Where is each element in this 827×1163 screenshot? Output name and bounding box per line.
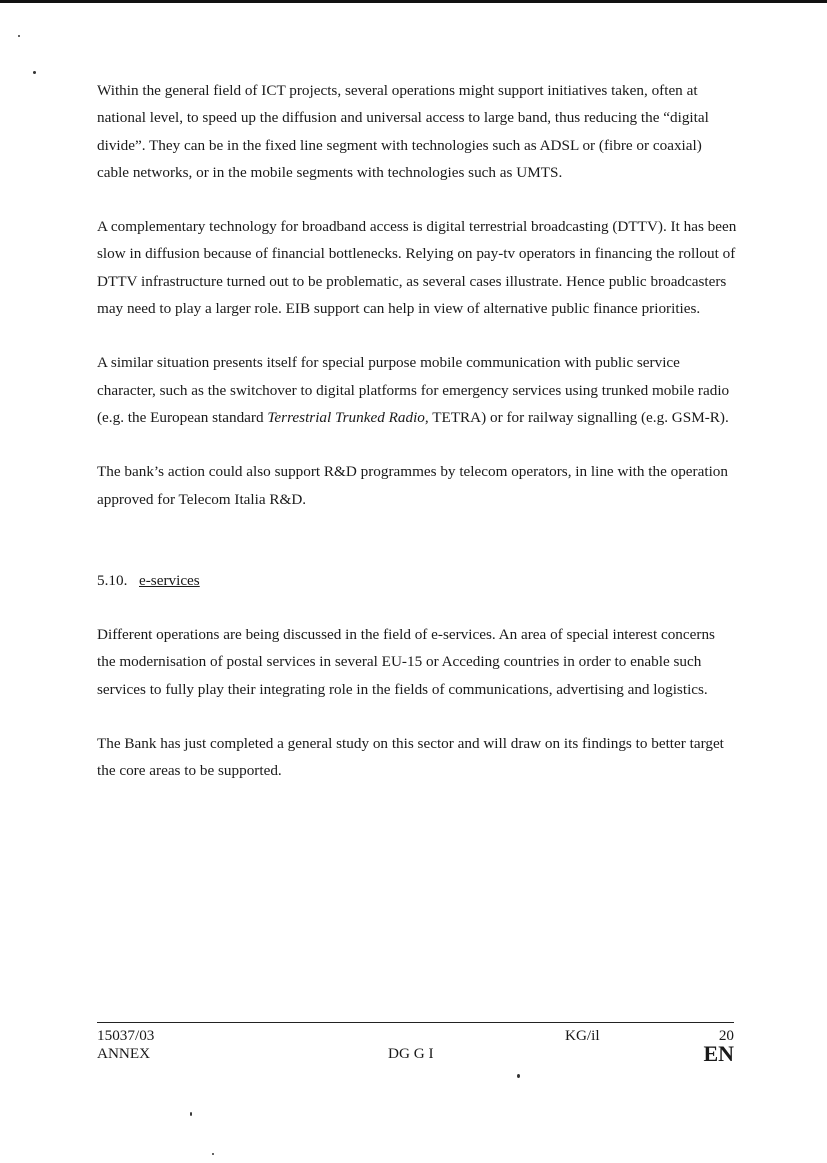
scan-speck <box>212 1153 214 1155</box>
paragraph-text: A similar situation presents itself for special purpose mobile communication with public service character, such as the switchover to digital platforms for emergency services using trunked mobile radio (e.g. the European standard <box>97 354 730 426</box>
scan-speck <box>517 1074 520 1078</box>
section-heading <box>97 567 737 594</box>
italic-term: Terrestrial Trunked Radio <box>267 408 425 426</box>
paragraph-mobile-communication <box>97 349 737 431</box>
paragraph-rnd: The bank’s action could also support R&D programmes by telecom operators, in line with the operation approved for Telecom Italia R&D. <box>97 463 728 508</box>
footer-annex: ANNEX <box>97 1045 151 1062</box>
scan-speck <box>18 35 20 37</box>
footer-dg: DG G I <box>388 1045 434 1062</box>
top-rule <box>0 0 827 3</box>
document-body <box>97 77 737 785</box>
section-title: e-services <box>139 571 200 589</box>
paragraph-e-services: Different operations are being discussed in the field of e-services. An area of special interest concerns the modernisation of postal services in several EU-15 or Acceding countries in order to enable such services to fully play their integrating role in the fields of communications, advertising and logistics. <box>97 626 715 698</box>
paragraph-bank-study: The Bank has just completed a general study on this sector and will draw on its findings to better target the core areas to be supported. <box>97 735 724 780</box>
paragraph-text: , TETRA) or for railway signalling (e.g. GSM-R). <box>424 408 729 426</box>
paragraph-dttv: A complementary technology for broadband access is digital terrestrial broadcasting (DTTV). It has been slow in diffusion because of financial bottlenecks. Relying on pay-tv operators in financing the rollout of DTTV infrastructure turned out to be problematic, as several cases illustrate. Hence public broadcasters may need to play a larger role. EIB support can help in view of alternative public finance priorities. <box>97 218 737 318</box>
footer-page-number: 20 <box>718 1027 734 1044</box>
footer-ref: KG/il <box>565 1027 600 1044</box>
scan-speck <box>190 1112 192 1116</box>
section-number: 5.10. <box>97 571 128 589</box>
footer-language: EN <box>703 1041 734 1066</box>
footer-doc-number: 15037/03 <box>97 1027 155 1044</box>
paragraph-ict: Within the general field of ICT projects, several operations might support initiatives taken, often at national level, to speed up the diffusion and universal access to large band, thus reducing the “digital divide”. They can be in the fixed line segment with technologies such as ADSL or (fibre or coaxial) cable networks, or in the mobile segments with technologies such as UMTS. <box>97 82 709 181</box>
footer-rule <box>97 1022 734 1023</box>
scan-speck <box>33 71 36 74</box>
